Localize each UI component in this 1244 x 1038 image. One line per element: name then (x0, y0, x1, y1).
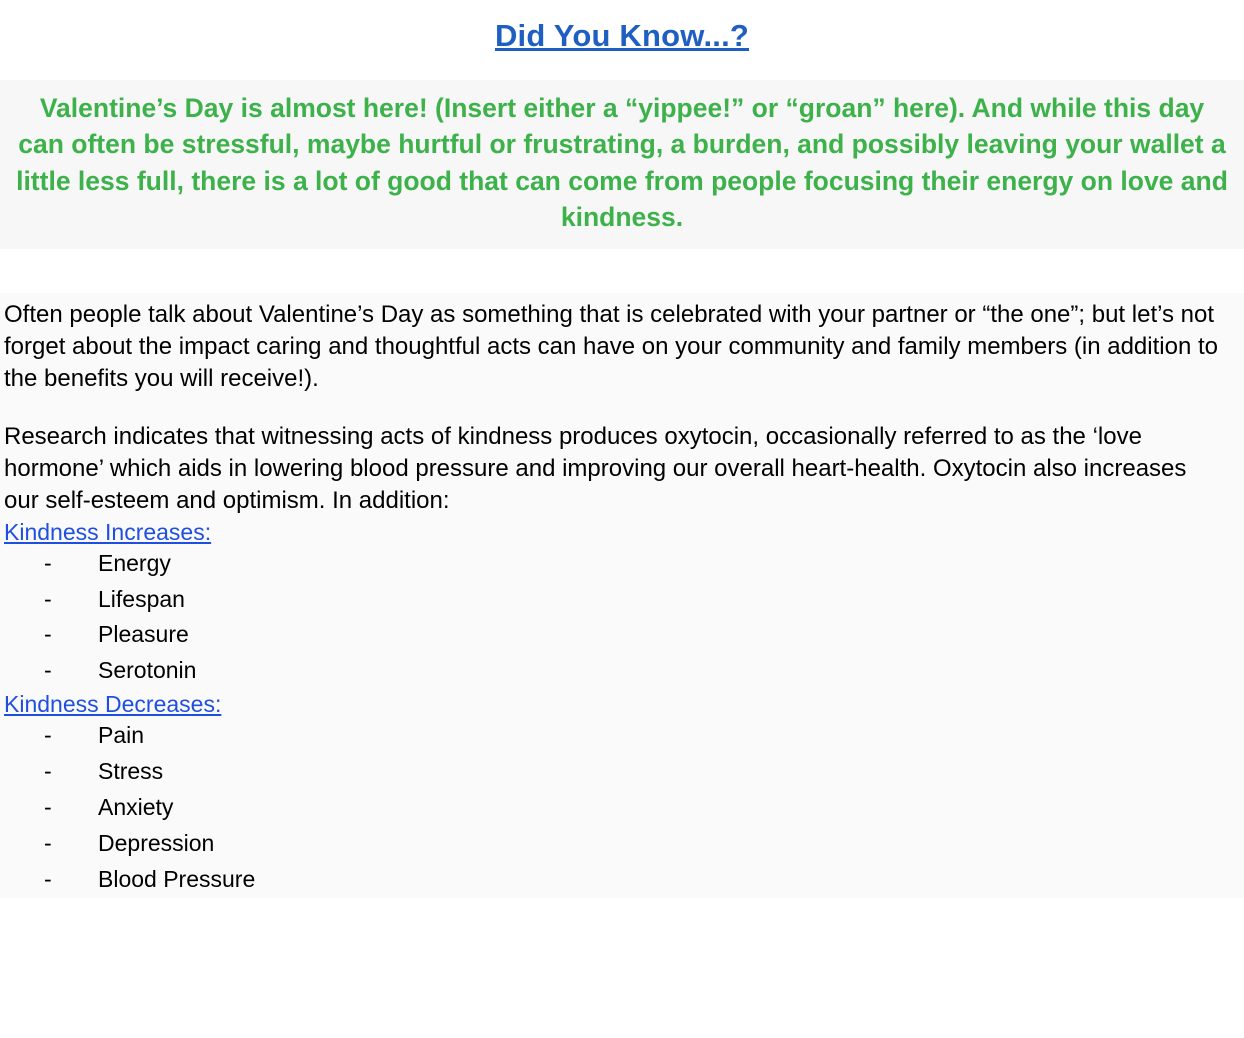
list-item-label: Pain (98, 722, 145, 749)
bullet-marker: - (44, 657, 52, 684)
intro-highlight-block (0, 80, 1244, 249)
body-paragraph-1: Often people talk about Valentine’s Day as something that is celebrated with your partner or “the one”; but let’s not forget about the impact caring and thoughtful acts can have on your community and family members (in addition to the benefits you will receive!). (4, 301, 1218, 392)
list-item-label: Serotonin (98, 657, 197, 684)
bullet-marker: - (44, 758, 52, 784)
kindness-increases-heading[interactable]: Kindness Increases: (4, 518, 212, 545)
list-item-label: Energy (98, 549, 171, 576)
bullet-marker: - (44, 865, 52, 892)
list-item-label: Lifespan (98, 585, 185, 612)
list-item (0, 790, 1244, 826)
list-item-label: Blood Pressure (98, 865, 256, 892)
list-item (0, 582, 1244, 618)
bullet-marker: - (44, 585, 52, 612)
bullet-marker: - (44, 549, 52, 576)
page-title: Did You Know...? (494, 18, 750, 53)
list-item-label: Stress (98, 758, 164, 784)
list-item-label: Pleasure (98, 621, 189, 648)
list-item (0, 546, 1244, 582)
list-item (0, 653, 1244, 689)
bullet-marker: - (44, 722, 52, 749)
kindness-decreases-heading[interactable]: Kindness Decreases: (4, 691, 222, 718)
body-paragraph-2: Research indicates that witnessing acts of kindness produces oxytocin, occasionally referred to as the ‘love hormone’ which aids in lowering blood pressure and improving our overall heart-health. Oxytocin also increases our self-esteem and optimism. In addition: (4, 422, 1187, 514)
list-item-label: Depression (98, 829, 215, 856)
kindness-increases-list (0, 546, 1244, 690)
body-block (0, 293, 1244, 897)
kindness-decreases-list (0, 718, 1244, 897)
list-item (0, 754, 1244, 790)
list-item (0, 826, 1244, 862)
list-item (0, 862, 1244, 898)
bullet-marker: - (44, 793, 52, 820)
title-block (0, 0, 1244, 54)
list-item-label: Anxiety (98, 793, 174, 820)
list-item (0, 617, 1244, 653)
bullet-marker: - (44, 829, 52, 856)
list-item (0, 718, 1244, 754)
bullet-marker: - (44, 621, 52, 648)
intro-paragraph: Valentine’s Day is almost here! (Insert either a “yippee!” or “groan” here). And while this day can often be stressful, maybe hurtful or frustrating, a burden, and possibly leaving your wallet a little less full, there is a lot of good that can come from people focusing their energy on love and kindness. (16, 93, 1228, 232)
